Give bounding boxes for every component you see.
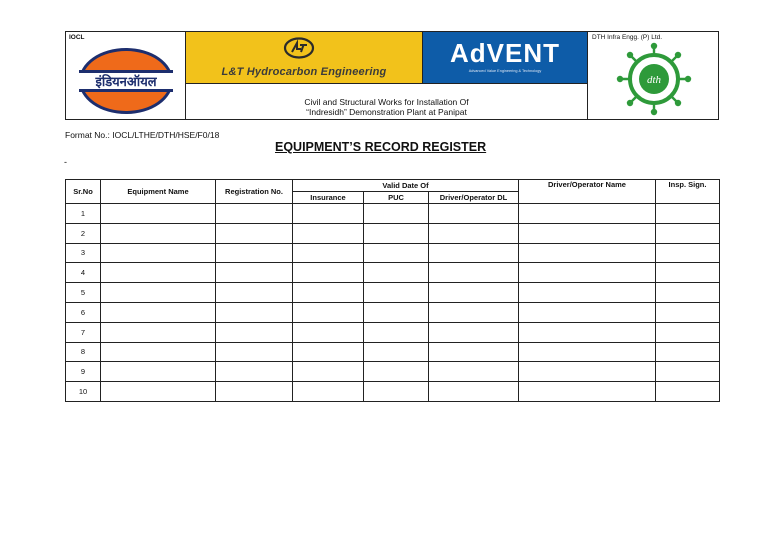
registration-cell[interactable] (216, 223, 293, 243)
row-number: 3 (66, 243, 101, 263)
puc-cell[interactable] (364, 342, 429, 362)
insurance-cell[interactable] (293, 223, 364, 243)
column-header-puc: PUC (364, 192, 429, 204)
driver-name-cell[interactable] (519, 342, 656, 362)
project-title-line1: Civil and Structural Works for Installation Of (304, 97, 469, 107)
column-header-driver-name: Driver/Operator Name (519, 180, 656, 204)
column-header-equipment-name: Equipment Name (101, 180, 216, 204)
table-row (66, 204, 720, 224)
registration-cell[interactable] (216, 204, 293, 224)
equipment-name-cell[interactable] (101, 302, 216, 322)
table-row (66, 243, 720, 263)
driver-dl-cell[interactable] (429, 362, 519, 382)
insp-sign-cell[interactable] (656, 382, 720, 402)
row-number: 1 (66, 204, 101, 224)
column-header-sr: Sr.No (66, 180, 101, 204)
iocl-label: IOCL (69, 34, 85, 41)
driver-name-cell[interactable] (519, 382, 656, 402)
registration-cell[interactable] (216, 342, 293, 362)
column-header-registration: Registration No. (216, 180, 293, 204)
indianoil-logo (79, 48, 173, 114)
driver-name-cell[interactable] (519, 204, 656, 224)
driver-name-cell[interactable] (519, 302, 656, 322)
puc-cell[interactable] (364, 283, 429, 303)
column-header-insp-sign: Insp. Sign. (656, 180, 720, 204)
insurance-cell[interactable] (293, 243, 364, 263)
column-header-driver-dl: Driver/Operator DL (429, 192, 519, 204)
register-title: EQUIPMENT’S RECORD REGISTER (275, 140, 487, 154)
table-row (66, 223, 720, 243)
insurance-cell[interactable] (293, 204, 364, 224)
puc-cell[interactable] (364, 243, 429, 263)
equipment-name-cell[interactable] (101, 342, 216, 362)
insp-sign-cell[interactable] (656, 342, 720, 362)
table-row (66, 342, 720, 362)
registration-cell[interactable] (216, 302, 293, 322)
lt-emblem-icon (283, 37, 315, 59)
insurance-cell[interactable] (293, 322, 364, 342)
row-number: 4 (66, 263, 101, 283)
project-title-cell (186, 84, 588, 120)
row-number: 8 (66, 342, 101, 362)
insp-sign-cell[interactable] (656, 263, 720, 283)
driver-dl-cell[interactable] (429, 223, 519, 243)
dth-label: DTH Infra Engg. (P) Ltd. (592, 34, 663, 41)
table-row (66, 362, 720, 382)
equipment-name-cell[interactable] (101, 243, 216, 263)
insurance-cell[interactable] (293, 382, 364, 402)
driver-dl-cell[interactable] (429, 342, 519, 362)
lt-company-name: L&T Hydrocarbon Engineering (221, 66, 387, 78)
table-row (66, 322, 720, 342)
equipment-name-cell[interactable] (101, 283, 216, 303)
insp-sign-cell[interactable] (656, 223, 720, 243)
puc-cell[interactable] (364, 223, 429, 243)
driver-dl-cell[interactable] (429, 243, 519, 263)
puc-cell[interactable] (364, 204, 429, 224)
equipment-name-cell[interactable] (101, 204, 216, 224)
driver-dl-cell[interactable] (429, 263, 519, 283)
advent-logo-cell (423, 32, 588, 84)
equipment-name-cell[interactable] (101, 382, 216, 402)
iocl-cell (66, 32, 186, 120)
advent-logo-text: AdVENT (450, 38, 560, 68)
row-number: 7 (66, 322, 101, 342)
table-row (66, 302, 720, 322)
lt-logo-cell (186, 32, 423, 84)
puc-cell[interactable] (364, 322, 429, 342)
registration-cell[interactable] (216, 243, 293, 263)
row-number: 5 (66, 283, 101, 303)
driver-dl-cell[interactable] (429, 204, 519, 224)
driver-dl-cell[interactable] (429, 382, 519, 402)
insp-sign-cell[interactable] (656, 243, 720, 263)
table-row (66, 382, 720, 402)
insurance-cell[interactable] (293, 263, 364, 283)
driver-dl-cell[interactable] (429, 302, 519, 322)
puc-cell[interactable] (364, 382, 429, 402)
row-number: 6 (66, 302, 101, 322)
registration-cell[interactable] (216, 322, 293, 342)
insurance-cell[interactable] (293, 362, 364, 382)
equipment-name-cell[interactable] (101, 223, 216, 243)
dash-mark: - (64, 157, 67, 167)
format-number: Format No.: IOCL/LTHE/DTH/HSE/F0/18 (65, 130, 220, 140)
driver-name-cell[interactable] (519, 283, 656, 303)
table-row (66, 283, 720, 303)
driver-name-cell[interactable] (519, 223, 656, 243)
row-number: 2 (66, 223, 101, 243)
insp-sign-cell[interactable] (656, 322, 720, 342)
insp-sign-cell[interactable] (656, 362, 720, 382)
row-number: 10 (66, 382, 101, 402)
document-header (65, 31, 719, 120)
equipment-name-cell[interactable] (101, 322, 216, 342)
insurance-cell[interactable] (293, 283, 364, 303)
driver-dl-cell[interactable] (429, 322, 519, 342)
column-header-valid-date: Valid Date Of (293, 180, 519, 192)
driver-name-cell[interactable] (519, 322, 656, 342)
registration-cell[interactable] (216, 382, 293, 402)
table-row (66, 263, 720, 283)
indianoil-logo-text: इंडियनऑयल (79, 70, 173, 92)
dth-logo-cell (588, 32, 719, 120)
equipment-register-table (65, 179, 720, 402)
advent-tagline: Advanced Value Engineering & Technology (468, 69, 542, 73)
insp-sign-cell[interactable] (656, 302, 720, 322)
driver-dl-cell[interactable] (429, 283, 519, 303)
driver-name-cell[interactable] (519, 362, 656, 382)
dth-logo-text: dth (646, 74, 662, 86)
puc-cell[interactable] (364, 263, 429, 283)
puc-cell[interactable] (364, 362, 429, 382)
dth-wheel-logo (601, 41, 707, 117)
insp-sign-cell[interactable] (656, 283, 720, 303)
registration-cell[interactable] (216, 362, 293, 382)
project-title-line2: “Indresidh” Demonstration Plant at Panipat (306, 107, 467, 117)
driver-name-cell[interactable] (519, 243, 656, 263)
driver-name-cell[interactable] (519, 263, 656, 283)
puc-cell[interactable] (364, 302, 429, 322)
insurance-cell[interactable] (293, 342, 364, 362)
registration-cell[interactable] (216, 263, 293, 283)
table-body (66, 204, 720, 402)
registration-cell[interactable] (216, 283, 293, 303)
column-header-insurance: Insurance (293, 192, 364, 204)
row-number: 9 (66, 362, 101, 382)
equipment-name-cell[interactable] (101, 263, 216, 283)
insp-sign-cell[interactable] (656, 204, 720, 224)
insurance-cell[interactable] (293, 302, 364, 322)
equipment-name-cell[interactable] (101, 362, 216, 382)
